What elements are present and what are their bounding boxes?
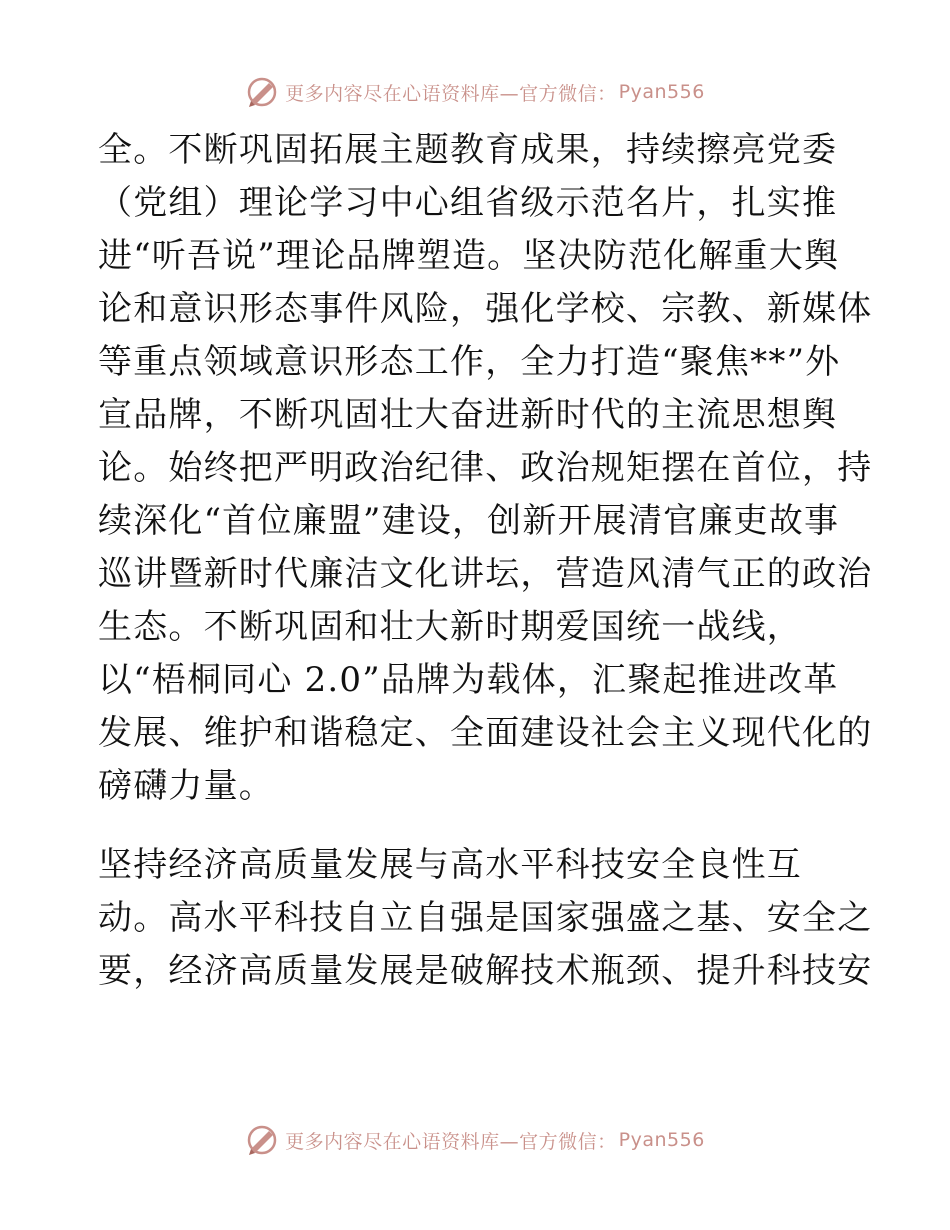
paragraph-spacer	[98, 813, 858, 839]
pen-logo-icon	[245, 1123, 279, 1157]
text-line: 以“梧桐同心 2.0”品牌为载体，汇聚起推进改革	[98, 660, 839, 700]
paragraph-2	[98, 839, 873, 998]
watermark-text: 更多内容尽在心语资料库—官方微信：	[285, 82, 617, 105]
text-line: 磅礴力量。	[98, 766, 274, 806]
text-line: 坚持经济高质量发展与高水平科技安全良性互	[98, 845, 802, 885]
watermark-wechat-id: Pyan556	[618, 1129, 705, 1151]
pen-logo-icon	[245, 75, 279, 109]
text-line: 要，经济高质量发展是破解技术瓶颈、提升科技安	[98, 951, 873, 991]
footer-watermark	[0, 1122, 950, 1158]
text-line: 巡讲暨新时代廉洁文化讲坛，营造风清气正的政治	[98, 554, 873, 594]
text-line: 论和意识形态事件风险，强化学校、宗教、新媒体	[98, 289, 873, 329]
text-line: 全。不断巩固拓展主题教育成果，持续擦亮党委	[98, 130, 838, 170]
text-line: 等重点领域意识形态工作，全力打造“聚焦**”外	[98, 342, 841, 382]
text-line: 论。始终把严明政治纪律、政治规矩摆在首位，持	[98, 448, 873, 488]
text-line: 生态。不断巩固和壮大新时期爱国统一战线，	[98, 607, 802, 647]
text-line: 进“听吾说”理论品牌塑造。坚决防范化解重大舆	[98, 236, 840, 276]
header-watermark	[0, 74, 950, 110]
text-line: 宣品牌，不断巩固壮大奋进新时代的主流思想舆	[98, 395, 838, 435]
watermark-text: 更多内容尽在心语资料库—官方微信：	[285, 1130, 617, 1153]
text-line: （党组）理论学习中心组省级示范名片，扎实推	[98, 183, 838, 223]
text-line: 续深化“首位廉盟”建设，创新开展清官廉吏故事	[98, 501, 840, 541]
document-body	[98, 124, 873, 998]
watermark-wechat-id: Pyan556	[618, 81, 705, 103]
text-line: 发展、维护和谐稳定、全面建设社会主义现代化的	[98, 713, 873, 753]
paragraph-1	[98, 124, 873, 813]
text-line: 动。高水平科技自立自强是国家强盛之基、安全之	[98, 898, 873, 938]
